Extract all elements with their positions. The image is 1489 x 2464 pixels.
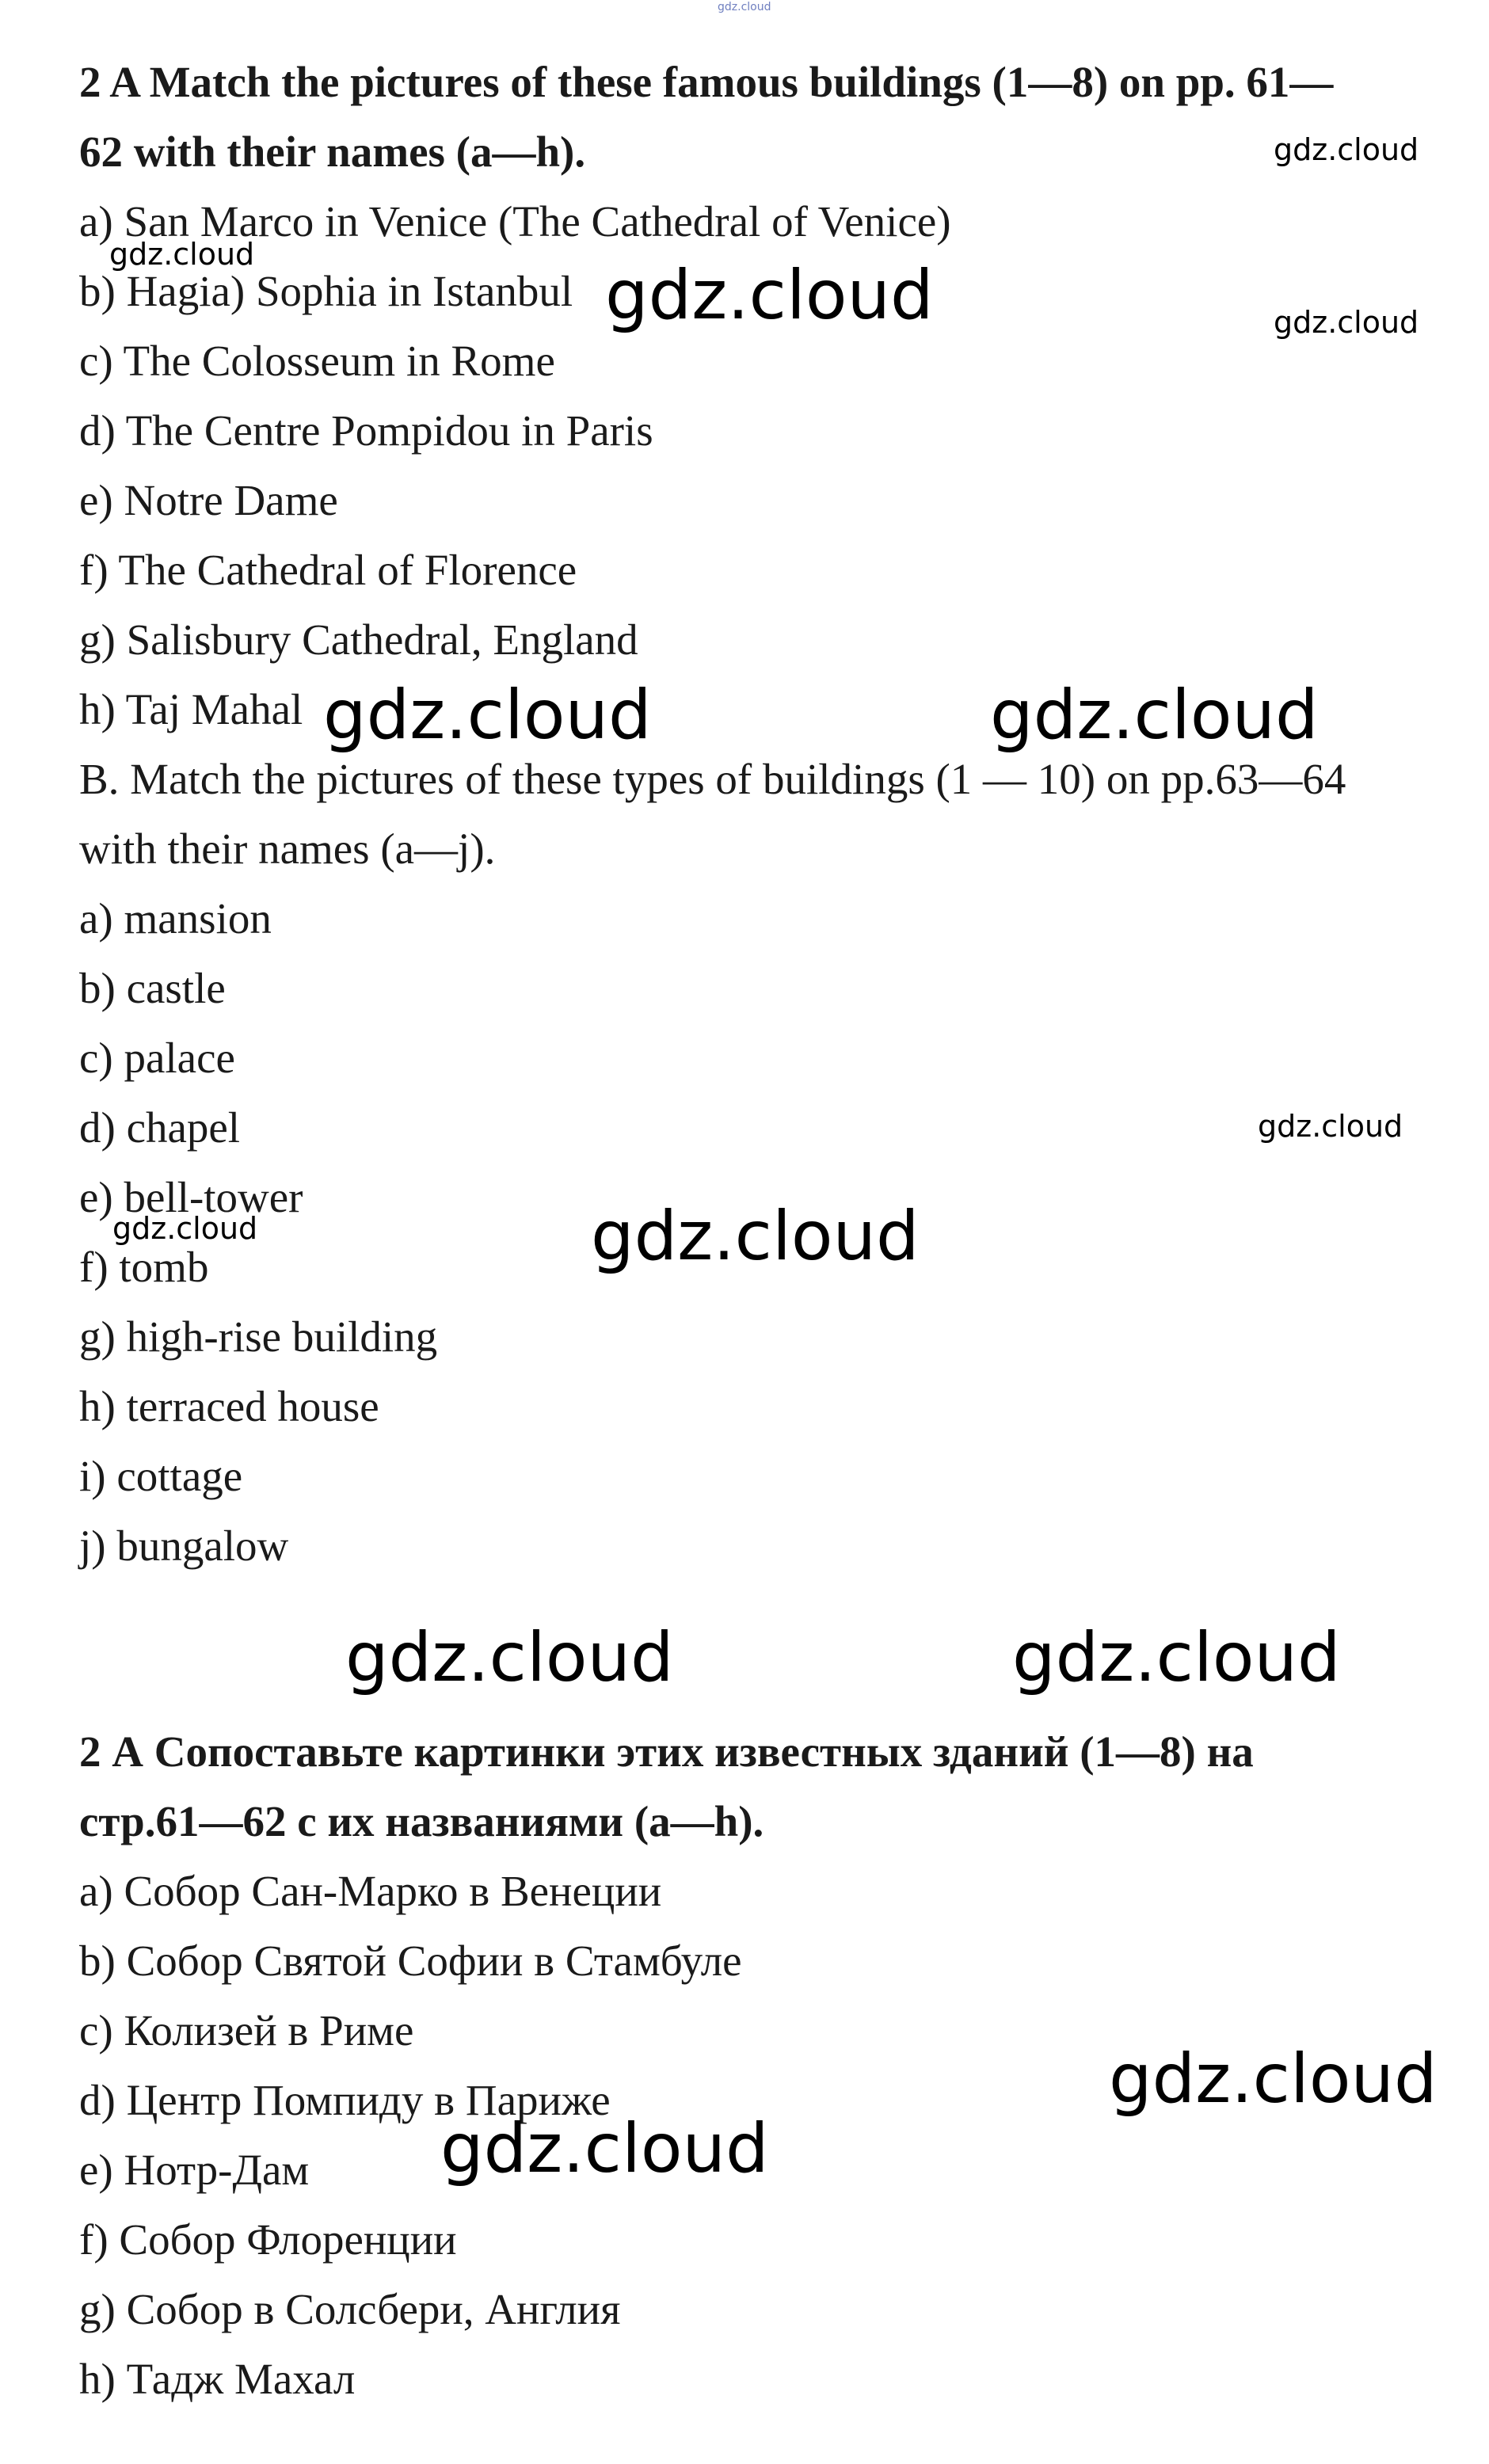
watermark-small: gdz.cloud — [1274, 132, 1419, 167]
section-ru-item: b) Собор Святой Софии в Стамбуле — [79, 1937, 742, 1985]
watermark-small: gdz.cloud — [1258, 1109, 1403, 1144]
section-b-item: b) castle — [79, 964, 226, 1012]
section-b-item: j) bungalow — [79, 1521, 289, 1570]
section-ru-item: f) Собор Флоренции — [79, 2215, 457, 2264]
section-b-item: h) terraced house — [79, 1382, 379, 1430]
section-ru-heading-line1: 2 А Сопоставьте картинки этих известных зданий (1—8) на — [79, 1727, 1254, 1776]
section-b-item: i) cottage — [79, 1452, 243, 1500]
section-a-heading-line2: 62 with their names (a—h). — [79, 128, 586, 176]
watermark-small: gdz.cloud — [1274, 305, 1419, 340]
watermark-small: gdz.cloud — [109, 237, 255, 272]
section-a-item: d) The Centre Pompidou in Paris — [79, 406, 653, 455]
watermark-large: gdz.cloud — [605, 256, 934, 335]
section-b-item: e) bell-tower — [79, 1173, 303, 1221]
section-ru-item: a) Собор Сан-Марко в Венеции — [79, 1867, 662, 1915]
watermark-large: gdz.cloud — [591, 1197, 920, 1276]
section-a-item: f) The Cathedral of Florence — [79, 546, 577, 594]
watermark-large: gdz.cloud — [323, 676, 652, 755]
section-a-item: h) Taj Mahal — [79, 685, 303, 733]
section-ru-item: h) Тадж Махал — [79, 2355, 356, 2403]
section-ru-item: e) Нотр-Дам — [79, 2146, 310, 2194]
section-ru-heading-line2: стр.61—62 с их названиями (a—h). — [79, 1797, 764, 1845]
section-b-item: a) mansion — [79, 894, 272, 943]
section-a-item: c) The Colosseum in Rome — [79, 337, 555, 385]
section-a-item: a) San Marco in Venice (The Cathedral of Venice) — [79, 197, 951, 246]
section-ru-item: d) Центр Помпиду в Париже — [79, 2076, 611, 2124]
watermark-large: gdz.cloud — [440, 2109, 769, 2188]
watermark-large: gdz.cloud — [1109, 2039, 1438, 2119]
section-b-heading-line1: B. Match the pictures of these types of buildings (1 — 10) on pp.63—64 — [79, 755, 1346, 803]
watermark-large: gdz.cloud — [1012, 1618, 1341, 1697]
section-b-heading-line2: with their names (a—j). — [79, 825, 496, 873]
section-ru-item: c) Колизей в Риме — [79, 2006, 414, 2055]
section-a-item: e) Notre Dame — [79, 476, 338, 524]
section-b-item: f) tomb — [79, 1243, 209, 1291]
section-a-item: g) Salisbury Cathedral, England — [79, 615, 638, 664]
watermark-small: gdz.cloud — [112, 1211, 258, 1246]
section-b-item: c) palace — [79, 1034, 235, 1082]
section-b-item: d) chapel — [79, 1103, 241, 1152]
section-a-item: b) Hagia) Sophia in Istanbul — [79, 267, 573, 315]
section-b-item: g) high-rise building — [79, 1312, 438, 1361]
section-a-heading-line1: 2 A Match the pictures of these famous buildings (1—8) on pp. 61— — [79, 58, 1334, 106]
watermark-large: gdz.cloud — [345, 1618, 674, 1697]
top-watermark: gdz.cloud — [718, 1, 771, 13]
watermark-large: gdz.cloud — [990, 676, 1319, 755]
section-ru-item: g) Собор в Солсбери, Англия — [79, 2285, 621, 2333]
